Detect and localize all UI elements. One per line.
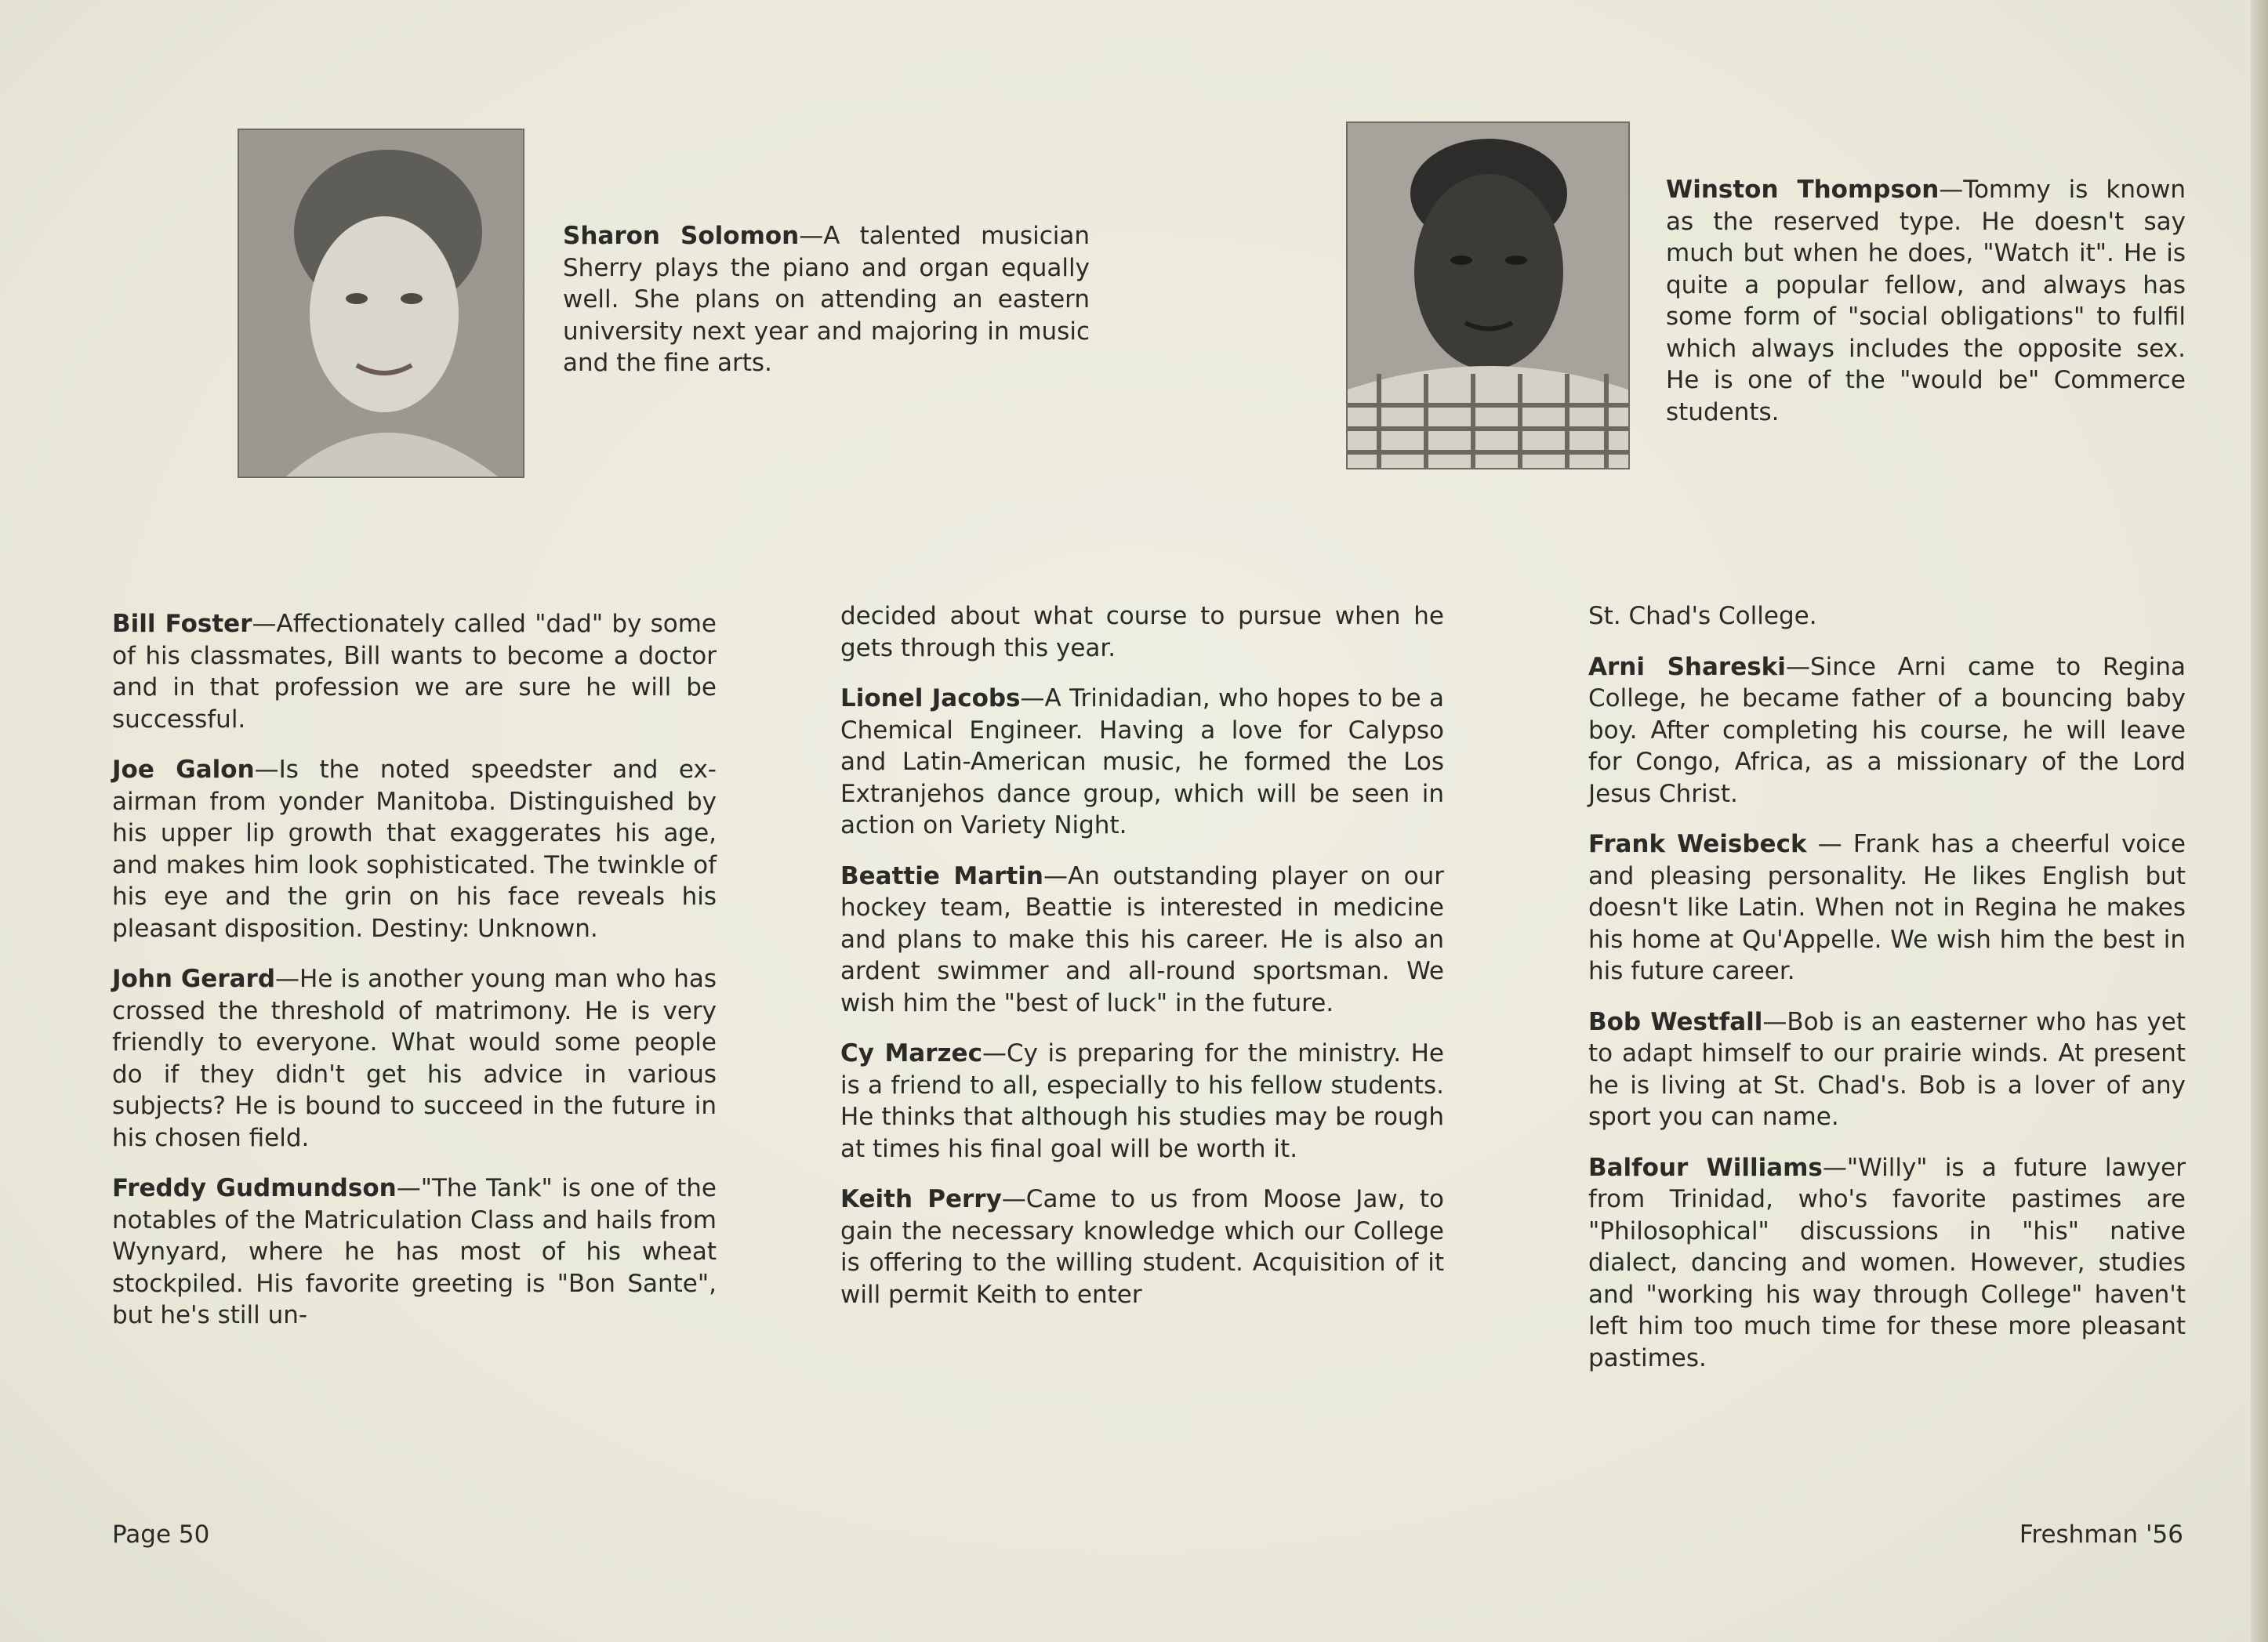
student-name: Arni Shareski xyxy=(1588,652,1786,681)
student-description: — Frank has a cheerful voice and pleasing personality. He likes English but doesn't like Latin. When not in Regina he makes his home at Qu'Appelle. We wish him the best in his future career. xyxy=(1588,830,2186,985)
student-description: —Since Arni came to Regina College, he became father of a bouncing baby boy. After completing his course, he will leave for Congo, Africa, as a missionary of the Lord Jesus Christ. xyxy=(1588,652,2186,808)
text-column-2 xyxy=(840,600,1444,1329)
student-description: —Cy is preparing for the ministry. He is a friend to all, especially to his fellow students. He thinks that although his studies may be rough at times his final goal will be worth it. xyxy=(840,1039,1444,1163)
caption-sharon-solomon xyxy=(563,220,1090,379)
student-entry xyxy=(1588,1152,2186,1375)
page-number: Page 50 xyxy=(112,1521,210,1549)
student-entry xyxy=(840,600,1444,664)
student-entry xyxy=(112,1173,717,1332)
student-description: —An outstanding player on our hockey team, Beattie is interested in medicine and plans to make this his career. He is also an ardent swimmer and all-round sportsman. We wish him the "best of luck" in the future. xyxy=(840,861,1444,1017)
portrait-photo-winston xyxy=(1346,121,1630,469)
student-description: —Bob is an easterner who has yet to adapt himself to our prairie winds. At present he is living at St. Chad's. Bob is a lover of any sport you can name. xyxy=(1588,1007,2186,1131)
caption-winston-thompson xyxy=(1666,174,2186,428)
portrait-image xyxy=(1348,123,1628,468)
student-description: —"The Tank" is one of the notables of the Matriculation Class and hails from Wynyard, where he has most of his wheat stockpiled. His favorite greeting is "Bon Sante", but he's still un- xyxy=(112,1174,717,1329)
portrait-photo-sharon xyxy=(238,129,524,478)
portrait-image xyxy=(239,130,523,477)
student-entry xyxy=(1588,828,2186,988)
student-name: Winston Thompson xyxy=(1666,176,1940,204)
student-entry xyxy=(840,861,1444,1020)
student-entry xyxy=(1588,651,2186,810)
student-description: St. Chad's College. xyxy=(1588,602,1817,630)
student-description: —Is the noted speedster and ex-airman from yonder Manitoba. Distinguished by his upper lip growth that exaggerates his age, and makes him look sophisticated. The twinkle of his eye and the grin on his face reveals his pleasant disposition. Destiny: Unknown. xyxy=(112,756,717,943)
student-name: Bill Foster xyxy=(112,610,252,638)
student-entry xyxy=(112,963,717,1154)
student-name: Beattie Martin xyxy=(840,861,1043,890)
student-name: Sharon Solomon xyxy=(563,222,800,250)
student-entry xyxy=(840,683,1444,842)
student-name: John Gerard xyxy=(112,965,276,993)
student-name: Freddy Gudmundson xyxy=(112,1174,397,1202)
student-name: Frank Weisbeck xyxy=(1588,830,1807,858)
student-description: —He is another young man who has crossed the threshold of matrimony. He is very friendly to everyone. What would some people do if they didn't get his advice in various subjects? He is bound to succeed in the future in his chosen field. xyxy=(112,965,717,1152)
student-entry xyxy=(112,608,717,735)
student-description: —Came to us from Moose Jaw, to gain the necessary knowledge which our College is offering to the willing student. Acquisition of it will permit Keith to enter xyxy=(840,1185,1444,1309)
student-description: —Affectionately called "dad" by some of his classmates, Bill wants to become a doctor and in that profession we are sure he will be successful. xyxy=(112,610,717,734)
student-entry xyxy=(840,1183,1444,1310)
student-name: Balfour Williams xyxy=(1588,1153,1823,1182)
student-description: —A Trinidadian, who hopes to be a Chemical Engineer. Having a love for Calypso and Latin-American music, he formed the Los Extranjehos dance group, which will be seen in action on Variety Night. xyxy=(840,684,1444,839)
text-column-1 xyxy=(112,608,717,1350)
student-name: Lionel Jacobs xyxy=(840,684,1021,712)
student-description: decided about what course to pursue when he gets through this year. xyxy=(840,602,1444,662)
student-description: —"Willy" is a future lawyer from Trinidad, who's favorite pastimes are "Philosophical" discussions in "his" native dialect, dancing and women. However, studies and "working his way through College" haven't left him too much time for these more pleasant pastimes. xyxy=(1588,1153,2186,1372)
student-name: Joe Galon xyxy=(112,756,255,784)
student-entry xyxy=(1588,600,2186,633)
section-title: Freshman '56 xyxy=(2019,1521,2183,1549)
student-entry xyxy=(112,754,717,944)
student-name: Keith Perry xyxy=(840,1185,1002,1213)
student-name: Cy Marzec xyxy=(840,1039,982,1067)
student-entry xyxy=(840,1038,1444,1165)
text-column-3 xyxy=(1588,600,2186,1393)
page-spine xyxy=(2251,0,2268,1642)
student-name: Bob Westfall xyxy=(1588,1007,1763,1036)
student-entry xyxy=(1588,1006,2186,1133)
student-description: —Tommy is known as the reserved type. He doesn't say much but when he does, "Watch it". He is quite a popular fellow, and always has some form of "social obligations" to fulfil which always includes the opposite sex. He is one of the "would be" Commerce students. xyxy=(1666,176,2186,426)
student-description: —A talented musician Sherry plays the piano and organ equally well. She plans on attending an eastern university next year and majoring in music and the fine arts. xyxy=(563,222,1090,377)
